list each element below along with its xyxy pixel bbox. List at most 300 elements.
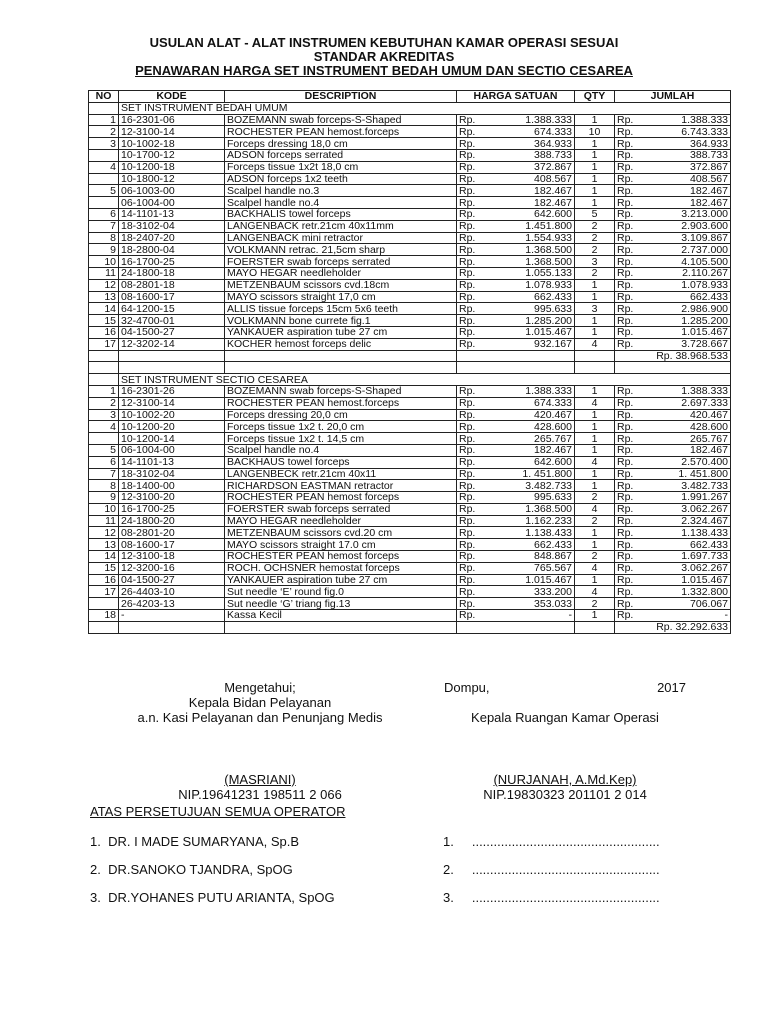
table-header-row xyxy=(89,91,731,103)
item-jumlah xyxy=(615,492,731,504)
item-no xyxy=(89,598,119,610)
item-qty: 4 xyxy=(575,586,615,598)
item-jumlah xyxy=(615,173,731,185)
item-jumlah xyxy=(615,208,731,220)
amount-value: 2.324.467 xyxy=(681,515,728,527)
item-no: 8 xyxy=(89,480,119,492)
item-jumlah xyxy=(615,267,731,279)
currency-label: Rp. xyxy=(459,491,476,504)
item-harga xyxy=(457,220,575,232)
left-signer-name: (MASRIANI) xyxy=(224,772,296,787)
item-qty: 1 xyxy=(575,444,615,456)
currency-label: Rp. xyxy=(459,161,476,174)
item-description: Scalpel handle no.4 xyxy=(225,444,457,456)
table-row xyxy=(89,468,731,480)
item-kode: 18-3102-04 xyxy=(119,468,225,480)
amount-value: 182.467 xyxy=(534,196,572,209)
item-no: 12 xyxy=(89,527,119,539)
item-description: LANGENBACK mini retractor xyxy=(225,232,457,244)
item-jumlah xyxy=(615,397,731,409)
currency-label: Rp. xyxy=(459,515,476,527)
amount-value: 1.015.467 xyxy=(681,574,728,586)
item-qty: 1 xyxy=(575,197,615,209)
item-no: 15 xyxy=(89,562,119,574)
signature-line-2 xyxy=(443,862,660,877)
item-description: FOERSTER swab forceps serrated xyxy=(225,503,457,515)
item-description: ROCHESTER PEAN hemost.forceps xyxy=(225,126,457,138)
col-kode: KODE xyxy=(119,91,225,103)
currency-label: Rp. xyxy=(459,538,476,551)
currency-label: Rp. xyxy=(459,326,476,339)
left-signature-block xyxy=(108,680,412,802)
item-harga xyxy=(457,126,575,138)
table-row xyxy=(89,598,731,610)
empty-cell xyxy=(575,621,615,633)
empty-cell xyxy=(89,362,119,374)
amount-value: 6.743.333 xyxy=(681,125,728,138)
item-kode: 06-1003-00 xyxy=(119,185,225,197)
currency-label: Rp. xyxy=(617,526,634,539)
amount-value: 265.767 xyxy=(690,432,728,445)
item-jumlah xyxy=(615,562,731,574)
item-harga xyxy=(457,456,575,468)
item-no: 12 xyxy=(89,279,119,291)
empty-cell xyxy=(615,362,731,374)
right-signer-name: (NURJANAH, A.Md.Kep) xyxy=(493,772,637,787)
item-kode: 10-1002-18 xyxy=(119,138,225,150)
currency-label: Rp. xyxy=(459,184,476,197)
currency-label: Rp. xyxy=(617,279,634,292)
item-jumlah xyxy=(615,433,731,445)
operator-3 xyxy=(90,890,335,905)
spacer-row xyxy=(89,362,731,374)
amount-value: 1.015.467 xyxy=(681,326,728,339)
item-kode: 12-3100-14 xyxy=(119,397,225,409)
signature-line-1 xyxy=(443,834,660,849)
currency-label: Rp. xyxy=(459,409,476,421)
currency-label: Rp. xyxy=(617,114,634,126)
currency-label: Rp. xyxy=(459,173,476,185)
currency-label: Rp. xyxy=(459,479,476,492)
item-no: 3 xyxy=(89,138,119,150)
currency-label: Rp. xyxy=(459,338,476,351)
item-harga xyxy=(457,338,575,350)
item-description: YANKAUER aspiration tube 27 cm xyxy=(225,574,457,586)
currency-label: Rp. xyxy=(617,397,634,410)
item-description: BOZEMANN swab forceps-S-Shaped xyxy=(225,385,457,397)
currency-label: Rp. xyxy=(617,585,634,598)
currency-label: Rp. xyxy=(617,550,634,563)
currency-label: Rp. xyxy=(459,302,476,315)
item-jumlah xyxy=(615,197,731,209)
signature-line-3 xyxy=(443,890,660,905)
currency-label: Rp. xyxy=(617,243,634,256)
item-harga xyxy=(457,539,575,551)
currency-label: Rp. xyxy=(617,161,634,174)
item-harga xyxy=(457,480,575,492)
amount-value: 706.067 xyxy=(690,597,728,610)
amount-value: 765.567 xyxy=(534,562,572,575)
currency-label: Rp. xyxy=(459,562,476,575)
item-kode: 18-2407-20 xyxy=(119,232,225,244)
item-qty: 2 xyxy=(575,244,615,256)
empty-cell xyxy=(457,350,575,362)
item-qty: 2 xyxy=(575,267,615,279)
item-kode: 12-3200-16 xyxy=(119,562,225,574)
currency-label: Rp. xyxy=(617,491,634,504)
table-row xyxy=(89,433,731,445)
item-jumlah xyxy=(615,586,731,598)
currency-label: Rp. xyxy=(459,255,476,268)
currency-label: Rp. xyxy=(459,208,476,221)
left-role-line: Kepala Bidan Pelayanan xyxy=(188,695,332,710)
item-no: 13 xyxy=(89,291,119,303)
table-row xyxy=(89,385,731,397)
item-kode: 04-1500-27 xyxy=(119,574,225,586)
table-row xyxy=(89,149,731,161)
item-no: 2 xyxy=(89,397,119,409)
table-row xyxy=(89,610,731,622)
right-signer-nip: NIP.19830323 201101 2 014 xyxy=(483,787,647,802)
year-label: 2017 xyxy=(657,680,686,695)
table-row xyxy=(89,444,731,456)
item-no: 16 xyxy=(89,326,119,338)
item-kode: 18-1400-00 xyxy=(119,480,225,492)
item-harga xyxy=(457,291,575,303)
table-row xyxy=(89,456,731,468)
item-kode: 10-1700-12 xyxy=(119,149,225,161)
currency-label: Rp. xyxy=(617,479,634,492)
item-jumlah xyxy=(615,338,731,350)
item-qty: 1 xyxy=(575,161,615,173)
table-row xyxy=(89,161,731,173)
item-description: Forceps tissue 1x2 t. 14,5 cm xyxy=(225,433,457,445)
amount-value: 1.332.800 xyxy=(681,585,728,598)
item-harga xyxy=(457,433,575,445)
item-harga xyxy=(457,551,575,563)
item-no: 6 xyxy=(89,456,119,468)
amount-value: 1.451.800 xyxy=(525,220,572,233)
amount-value: 182.467 xyxy=(690,196,728,209)
currency-label: Rp. xyxy=(459,468,476,480)
item-qty: 2 xyxy=(575,492,615,504)
amount-value: 4.105.500 xyxy=(681,255,728,268)
item-jumlah xyxy=(615,279,731,291)
document-title xyxy=(0,36,768,78)
place-label: Dompu, xyxy=(444,680,490,695)
item-harga xyxy=(457,244,575,256)
item-jumlah xyxy=(615,468,731,480)
item-description: ADSON forceps serrated xyxy=(225,149,457,161)
amount-value: 932.167 xyxy=(534,338,572,351)
item-no: 15 xyxy=(89,315,119,327)
table-row xyxy=(89,338,731,350)
amount-value: 372.867 xyxy=(534,161,572,174)
item-harga xyxy=(457,409,575,421)
item-jumlah xyxy=(615,515,731,527)
currency-label: Rp. xyxy=(617,314,634,327)
item-harga xyxy=(457,598,575,610)
amount-value: 182.467 xyxy=(534,444,572,457)
currency-label: Rp. xyxy=(459,526,476,539)
table-row xyxy=(89,256,731,268)
item-no: 11 xyxy=(89,515,119,527)
item-kode: 04-1500-27 xyxy=(119,326,225,338)
item-description: MAYO scissors straight 17,0 cm xyxy=(225,291,457,303)
item-no xyxy=(89,433,119,445)
item-qty: 1 xyxy=(575,138,615,150)
title-line-2: STANDAR AKREDITAS xyxy=(313,49,455,64)
item-description: Sut needle ‘E’ round fig.0 xyxy=(225,586,457,598)
item-harga xyxy=(457,185,575,197)
item-harga xyxy=(457,208,575,220)
currency-label: Rp. xyxy=(617,125,634,138)
amount-value: 1.078.933 xyxy=(525,279,572,292)
table-row xyxy=(89,291,731,303)
right-role-line: Kepala Ruangan Kamar Operasi xyxy=(471,710,659,725)
table-row xyxy=(89,574,731,586)
table-row xyxy=(89,185,731,197)
item-harga xyxy=(457,279,575,291)
amount-value: 1.554.933 xyxy=(525,232,572,244)
currency-label: Rp. xyxy=(617,173,634,185)
item-no: 11 xyxy=(89,267,119,279)
item-jumlah xyxy=(615,527,731,539)
item-harga xyxy=(457,586,575,598)
item-description: FOERSTER swab forceps serrated xyxy=(225,256,457,268)
currency-label: Rp. xyxy=(617,420,634,433)
item-kode: 10-1200-18 xyxy=(119,161,225,173)
item-description: YANKAUER aspiration tube 27 cm xyxy=(225,326,457,338)
amount-value: 408.567 xyxy=(690,173,728,185)
left-role-line-2: a.n. Kasi Pelayanan dan Penunjang Medis xyxy=(137,710,383,725)
table-row xyxy=(89,303,731,315)
currency-label: Rp. xyxy=(617,432,634,445)
amount-value: - xyxy=(568,609,572,622)
mengetahui-label: Mengetahui; xyxy=(224,680,296,695)
amount-value: 3.482.733 xyxy=(681,479,728,492)
item-qty: 1 xyxy=(575,279,615,291)
currency-label: Rp. xyxy=(617,468,634,480)
amount-value: 372.867 xyxy=(690,161,728,174)
item-jumlah xyxy=(615,161,731,173)
item-no: 13 xyxy=(89,539,119,551)
item-harga xyxy=(457,232,575,244)
item-qty: 1 xyxy=(575,610,615,622)
amount-value: 1.388.333 xyxy=(525,114,572,126)
amount-value: 1.991.267 xyxy=(681,491,728,504)
item-no: 10 xyxy=(89,503,119,515)
empty-cell xyxy=(457,621,575,633)
item-no xyxy=(89,197,119,209)
currency-label: Rp. xyxy=(459,196,476,209)
currency-label: Rp. xyxy=(617,597,634,610)
amount-value: 420.467 xyxy=(534,409,572,421)
amount-value: 1. 451.800 xyxy=(678,468,728,480)
operator-number: 2. xyxy=(90,862,101,877)
item-jumlah xyxy=(615,503,731,515)
amount-value: 1.078.933 xyxy=(681,279,728,292)
item-no: 1 xyxy=(89,385,119,397)
currency-label: Rp. xyxy=(459,385,476,398)
amount-value: 353.033 xyxy=(534,597,572,610)
col-description: DESCRIPTION xyxy=(225,91,457,103)
table-row xyxy=(89,208,731,220)
item-kode: 64-1200-15 xyxy=(119,303,225,315)
amount-value: 1.138.433 xyxy=(525,526,572,539)
currency-label: Rp. xyxy=(617,515,634,527)
amount-value: 333.200 xyxy=(534,585,572,598)
operator-number: 1. xyxy=(90,834,101,849)
currency-label: Rp. xyxy=(617,220,634,233)
table-row xyxy=(89,515,731,527)
item-harga xyxy=(457,197,575,209)
left-signer-nip: NIP.19641231 198511 2 066 xyxy=(178,787,342,802)
amount-value: 2.110.267 xyxy=(682,267,728,280)
item-qty: 3 xyxy=(575,303,615,315)
item-qty: 1 xyxy=(575,315,615,327)
item-harga xyxy=(457,492,575,504)
amount-value: 1.697.733 xyxy=(681,550,728,563)
item-qty: 1 xyxy=(575,409,615,421)
table-row xyxy=(89,586,731,598)
currency-label: Rp. xyxy=(459,243,476,256)
currency-label: Rp. xyxy=(617,574,634,586)
item-description: METZENBAUM scissors cvd.20 cm xyxy=(225,527,457,539)
item-harga xyxy=(457,527,575,539)
item-kode: 06-1004-00 xyxy=(119,444,225,456)
table-row xyxy=(89,397,731,409)
section-title-row xyxy=(89,102,731,114)
amount-value: 2.737.000 xyxy=(681,243,728,256)
amount-value: 1.055.133 xyxy=(525,267,572,280)
item-no: 5 xyxy=(89,444,119,456)
table-row xyxy=(89,267,731,279)
item-qty: 3 xyxy=(575,256,615,268)
sign-dotted-line: .................................................... xyxy=(471,834,660,849)
table-row xyxy=(89,244,731,256)
amount-value: 1.368.500 xyxy=(525,255,572,268)
currency-label: Rp. xyxy=(617,562,634,575)
currency-label: Rp. xyxy=(459,267,476,280)
item-description: Forceps tissue 1x2 t. 20,0 cm xyxy=(225,421,457,433)
item-qty: 1 xyxy=(575,527,615,539)
section-total-row xyxy=(89,350,731,362)
amount-value: 1.368.500 xyxy=(525,503,572,516)
amount-value: 3.062.267 xyxy=(681,503,728,516)
item-qty: 1 xyxy=(575,149,615,161)
currency-label: Rp. xyxy=(459,114,476,126)
item-kode: 18-2800-04 xyxy=(119,244,225,256)
item-no: 5 xyxy=(89,185,119,197)
item-description: BOZEMANN swab forceps-S-Shaped xyxy=(225,114,457,126)
section-title: SET INSTRUMENT BEDAH UMUM xyxy=(119,102,731,114)
amount-value: 995.633 xyxy=(534,491,572,504)
item-description: Forceps tissue 1x2t 18,0 cm xyxy=(225,161,457,173)
amount-value: 642.600 xyxy=(534,208,572,221)
item-kode: 24-1800-20 xyxy=(119,515,225,527)
item-kode: 08-2801-20 xyxy=(119,527,225,539)
sign-dotted-line: .................................................... xyxy=(471,890,660,905)
item-harga xyxy=(457,267,575,279)
item-description: VOLKMANN retrac. 21,5cm sharp xyxy=(225,244,457,256)
table-row xyxy=(89,279,731,291)
amount-value: 662.433 xyxy=(690,291,728,303)
item-kode: 24-1800-18 xyxy=(119,267,225,279)
item-description: KOCHER hemost forceps delic xyxy=(225,338,457,350)
item-harga xyxy=(457,114,575,126)
item-jumlah xyxy=(615,326,731,338)
table-row xyxy=(89,480,731,492)
amount-value: 364.933 xyxy=(690,137,728,150)
item-kode: 08-1600-17 xyxy=(119,539,225,551)
item-qty: 2 xyxy=(575,515,615,527)
item-kode: 10-1002-20 xyxy=(119,409,225,421)
item-kode: 08-1600-17 xyxy=(119,291,225,303)
item-qty: 4 xyxy=(575,503,615,515)
item-jumlah xyxy=(615,303,731,315)
item-jumlah xyxy=(615,539,731,551)
table-row xyxy=(89,197,731,209)
amount-value: 388.733 xyxy=(534,149,572,162)
title-line-1: USULAN ALAT - ALAT INSTRUMEN KEBUTUHAN KAMAR OPERASI SESUAI xyxy=(149,35,619,50)
table-row xyxy=(89,138,731,150)
item-jumlah xyxy=(615,421,731,433)
currency-label: Rp. xyxy=(617,302,634,315)
table-row xyxy=(89,503,731,515)
amount-value: 182.467 xyxy=(690,184,728,197)
item-no: 8 xyxy=(89,232,119,244)
amount-value: 848.867 xyxy=(534,550,572,563)
item-jumlah xyxy=(615,126,731,138)
item-jumlah xyxy=(615,480,731,492)
currency-label: Rp. xyxy=(459,550,476,563)
currency-label: Rp. xyxy=(459,125,476,138)
item-harga xyxy=(457,397,575,409)
item-qty: 1 xyxy=(575,326,615,338)
item-description: Sut needle ‘G’ triang fig.13 xyxy=(225,598,457,610)
item-qty: 4 xyxy=(575,456,615,468)
currency-label: Rp. xyxy=(459,220,476,233)
item-jumlah xyxy=(615,444,731,456)
item-jumlah xyxy=(615,409,731,421)
currency-label: Rp. xyxy=(459,585,476,598)
empty-cell xyxy=(119,362,225,374)
item-description: Scalpel handle no.3 xyxy=(225,185,457,197)
amount-value: 3.062.267 xyxy=(681,562,728,575)
item-jumlah xyxy=(615,574,731,586)
currency-label: Rp. xyxy=(617,184,634,197)
item-jumlah xyxy=(615,149,731,161)
table-row xyxy=(89,527,731,539)
currency-label: Rp. xyxy=(459,456,476,468)
currency-label: Rp. xyxy=(617,338,634,351)
item-no: 3 xyxy=(89,409,119,421)
item-qty: 1 xyxy=(575,480,615,492)
currency-label: Rp. xyxy=(459,574,476,586)
item-qty: 1 xyxy=(575,114,615,126)
item-kode: 32-4700-01 xyxy=(119,315,225,327)
currency-label: Rp. xyxy=(459,597,476,610)
item-no: 18 xyxy=(89,610,119,622)
table-row xyxy=(89,173,731,185)
item-jumlah xyxy=(615,138,731,150)
empty-cell xyxy=(119,350,225,362)
section-total-row xyxy=(89,621,731,633)
amount-value: 2.697.333 xyxy=(681,397,728,410)
item-kode: 12-3100-14 xyxy=(119,126,225,138)
item-qty: 4 xyxy=(575,562,615,574)
